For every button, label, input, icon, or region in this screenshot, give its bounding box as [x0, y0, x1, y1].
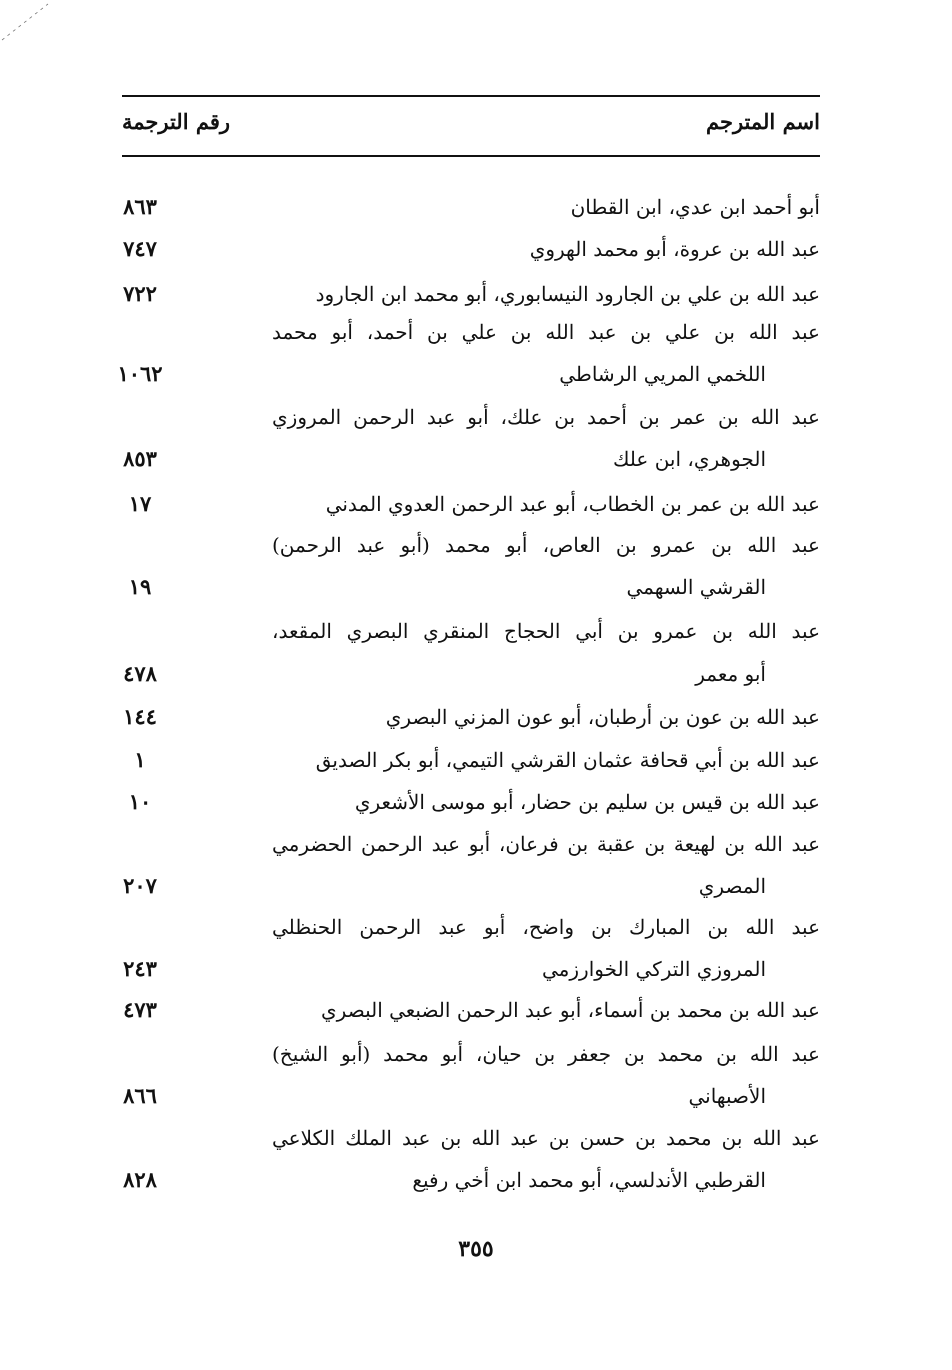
entry-number: ١٩ [128, 574, 152, 599]
entry-number: ٨٢٨ [123, 1167, 157, 1192]
entry-name: عبد الله بن علي بن عبد الله بن علي بن أحمد، أبو محمد [272, 320, 820, 344]
entry-number: ٧٤٧ [123, 236, 157, 261]
entry-name-continuation: القرطبي الأندلسي، أبو محمد ابن أخي رفيع [412, 1168, 766, 1192]
entry-name: عبد الله بن محمد بن أسماء، أبو عبد الرحمن الضبعي البصري [321, 998, 820, 1022]
entry-name: عبد الله بن علي بن الجارود النيسابوري، أبو محمد ابن الجارود [315, 282, 820, 306]
entry-number: ٨٥٣ [123, 446, 157, 471]
entry-name: عبد الله بن عمرو بن العاص، أبو محمد (أبو عبد الرحمن) [272, 533, 820, 557]
entry-name-continuation: أبو معمر [695, 662, 766, 686]
entry-name-continuation: المروزي التركي الخوارزمي [542, 957, 766, 981]
entry-name-continuation: المصري [698, 874, 766, 898]
corner-scan-mark [0, 0, 60, 60]
entry-name: عبد الله بن عمر بن أحمد بن علك، أبو عبد الرحمن المروزي [272, 405, 820, 429]
entry-name-continuation: الأصبهاني [688, 1084, 766, 1108]
entry-number: ١٤٤ [123, 704, 157, 729]
entry-number: ١٧ [128, 491, 152, 516]
entry-name: عبد الله بن عون بن أرطبان، أبو عون المزني البصري [385, 705, 820, 729]
entry-name-continuation: اللخمي المريي الرشاطي [559, 362, 766, 386]
entry-number: ٧٢٢ [123, 281, 157, 306]
entry-number: ٨٦٣ [123, 194, 157, 219]
entry-name-continuation: الجوهري، ابن علك [612, 447, 766, 471]
header-name-column: اسم المترجم [706, 109, 820, 134]
entry-name: عبد الله بن المبارك بن واضح، أبو عبد الرحمن الحنظلي [272, 915, 820, 939]
entry-name: أبو أحمد ابن عدي، ابن القطان [570, 195, 820, 219]
entry-name: عبد الله بن لهيعة بن عقبة بن فرعان، أبو عبد الرحمن الحضرمي [272, 832, 820, 856]
entry-name: عبد الله بن عمرو بن أبي الحجاج المنقري البصري المقعد، [272, 619, 821, 643]
entry-name: عبد الله بن قيس بن سليم بن حضار، أبو موسى الأشعري [354, 790, 820, 814]
entry-number: ٢٤٣ [123, 956, 157, 981]
entry-name: عبد الله بن عروة، أبو محمد الهروي [529, 237, 820, 261]
entry-number: ١ [134, 747, 146, 772]
entry-number: ٢٠٧ [123, 873, 157, 898]
entry-name: عبد الله بن أبي قحافة عثمان القرشي التيمي، أبو بكر الصديق [315, 748, 820, 772]
entry-number: ٨٦٦ [123, 1083, 157, 1108]
entry-name: عبد الله بن عمر بن الخطاب، أبو عبد الرحمن العدوي المدني [325, 492, 820, 516]
entry-name: عبد الله بن محمد بن حسن بن عبد الله بن عبد الملك الكلاعي [272, 1126, 820, 1150]
header-number-column: رقم الترجمة [122, 109, 231, 134]
entry-number: ١٠ [128, 789, 152, 814]
page-number: ٣٥٥ [458, 1236, 494, 1262]
entry-name: عبد الله بن محمد بن جعفر بن حيان، أبو محمد (أبو الشيخ) [272, 1042, 820, 1066]
entry-number: ٤٧٣ [123, 997, 157, 1022]
entry-number: ١٠٦٢ [117, 361, 163, 386]
table-header [122, 95, 820, 157]
entry-name-continuation: القرشي السهمي [626, 575, 766, 599]
entry-number: ٤٧٨ [123, 661, 157, 686]
